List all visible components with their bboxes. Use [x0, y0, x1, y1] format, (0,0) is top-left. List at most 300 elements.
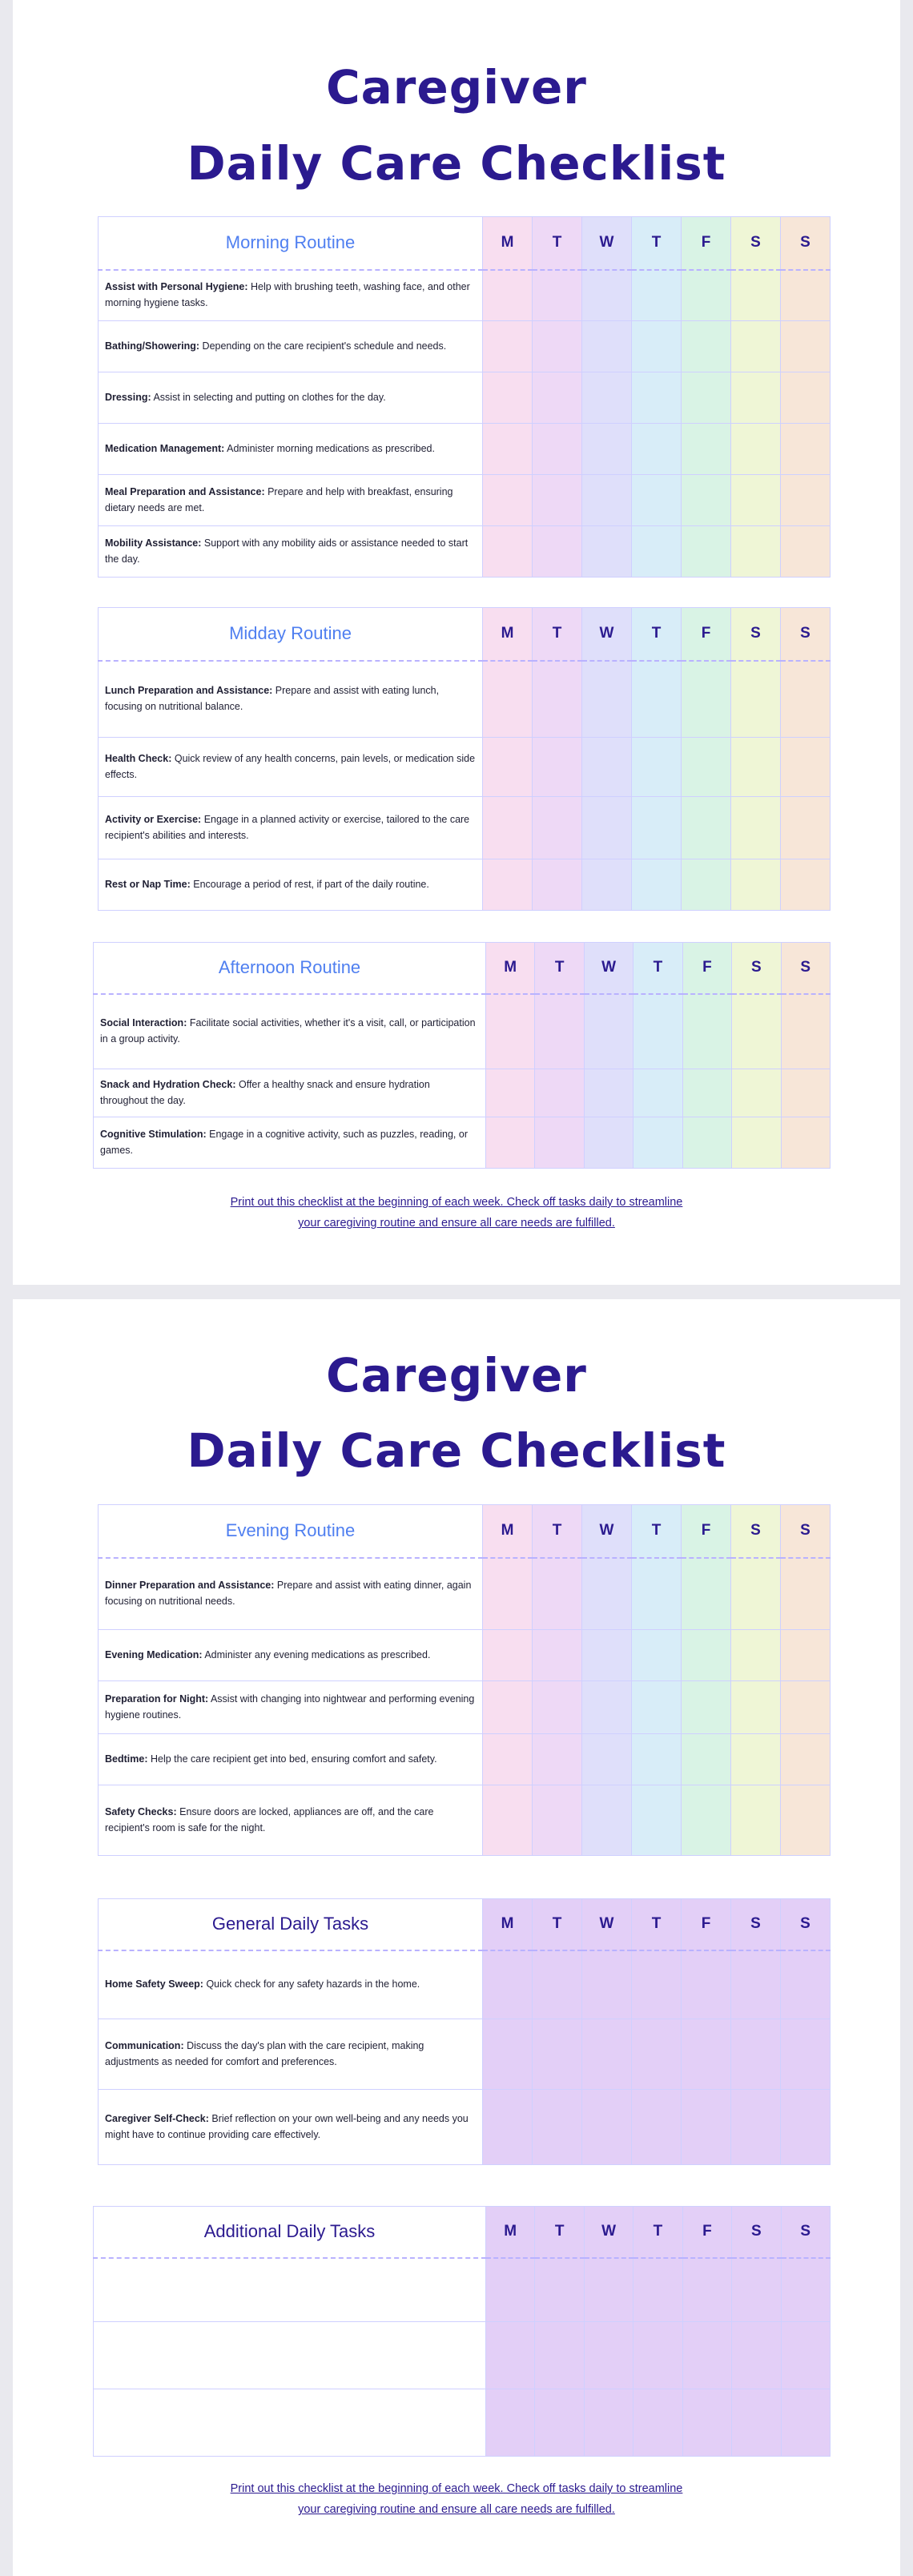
- task-row: [99, 526, 831, 578]
- task-label: Cognitive Stimulation:: [100, 1129, 207, 1141]
- check-cell[interactable]: [533, 661, 582, 738]
- day-header: S: [781, 1899, 831, 1950]
- section-title: Afternoon Routine: [94, 943, 486, 994]
- check-cell[interactable]: [781, 2322, 830, 2389]
- check-cell[interactable]: [533, 475, 582, 526]
- check-cell[interactable]: [682, 2322, 731, 2389]
- task-row: [94, 2389, 831, 2457]
- check-cell[interactable]: [781, 738, 831, 797]
- check-cell[interactable]: [533, 321, 582, 372]
- task-description: Prepare and help with breakfast, ensuring dietary needs are met.: [105, 486, 453, 513]
- check-cell[interactable]: [535, 994, 584, 1069]
- check-cell[interactable]: [633, 2389, 682, 2457]
- task-description: Prepare and assist with eating lunch, focusing on nutritional balance.: [105, 685, 440, 712]
- footer-line-2: your caregiving routine and ensure all care needs are fulfilled.: [298, 2503, 615, 2517]
- day-header: T: [535, 2207, 584, 2258]
- check-cell[interactable]: [682, 859, 731, 911]
- check-cell[interactable]: [486, 2322, 535, 2389]
- check-cell[interactable]: [483, 661, 533, 738]
- check-cell[interactable]: [483, 270, 533, 321]
- task-label: Mobility Assistance:: [105, 537, 202, 549]
- task-text: [99, 1950, 483, 2019]
- task-description: Assist in selecting and putting on clothes for the day.: [153, 391, 386, 403]
- day-header: T: [535, 943, 584, 994]
- task-row: [94, 2258, 831, 2322]
- task-label: Health Check:: [105, 753, 172, 765]
- task-label: Snack and Hydration Check:: [100, 1079, 236, 1091]
- check-cell[interactable]: [731, 424, 781, 475]
- check-cell[interactable]: [781, 2258, 830, 2322]
- task-text: [99, 372, 483, 424]
- check-cell[interactable]: [533, 1558, 582, 1630]
- footer-line-2: your caregiving routine and ensure all care needs are fulfilled.: [298, 1217, 615, 1230]
- check-cell[interactable]: [582, 372, 632, 424]
- check-cell[interactable]: [582, 321, 632, 372]
- checklist-page-2: [13, 1299, 900, 2576]
- check-cell[interactable]: [582, 526, 632, 578]
- check-cell[interactable]: [584, 2322, 633, 2389]
- section-title: Midday Routine: [99, 608, 483, 661]
- check-cell[interactable]: [533, 859, 582, 911]
- check-cell[interactable]: [682, 1950, 731, 2019]
- task-description: Assist with changing into nightwear and performing evening hygiene routines.: [105, 1693, 475, 1721]
- check-cell[interactable]: [533, 1734, 582, 1785]
- check-cell[interactable]: [632, 1558, 682, 1630]
- check-cell[interactable]: [582, 1630, 632, 1681]
- check-cell[interactable]: [584, 1069, 633, 1117]
- task-description: Help the care recipient get into bed, ensuring comfort and safety.: [150, 1753, 437, 1765]
- task-text: [99, 2090, 483, 2165]
- check-cell[interactable]: [632, 526, 682, 578]
- check-cell[interactable]: [682, 1734, 731, 1785]
- check-cell[interactable]: [533, 1785, 582, 1856]
- check-cell[interactable]: [582, 859, 632, 911]
- day-header: W: [584, 2207, 633, 2258]
- check-cell[interactable]: [682, 797, 731, 859]
- check-cell[interactable]: [483, 2090, 533, 2165]
- check-cell[interactable]: [533, 270, 582, 321]
- day-header: M: [483, 217, 533, 270]
- check-cell[interactable]: [682, 1785, 731, 1856]
- check-cell[interactable]: [582, 270, 632, 321]
- check-cell[interactable]: [533, 797, 582, 859]
- task-label: Preparation for Night:: [105, 1693, 209, 1705]
- day-header: W: [582, 1899, 632, 1950]
- checklist-page-1: [13, 0, 900, 1285]
- afternoon-routine-table: [93, 942, 831, 1169]
- check-cell[interactable]: [632, 738, 682, 797]
- task-row: [99, 1681, 831, 1734]
- check-cell[interactable]: [533, 372, 582, 424]
- check-cell[interactable]: [486, 1069, 535, 1117]
- day-header: W: [584, 943, 633, 994]
- check-cell[interactable]: [781, 1785, 831, 1856]
- task-row: [99, 2090, 831, 2165]
- check-cell[interactable]: [682, 1630, 731, 1681]
- check-cell[interactable]: [535, 1117, 584, 1169]
- check-cell[interactable]: [483, 1785, 533, 1856]
- check-cell[interactable]: [781, 2019, 831, 2090]
- task-row: [99, 1950, 831, 2019]
- check-cell[interactable]: [732, 994, 781, 1069]
- check-cell[interactable]: [483, 475, 533, 526]
- check-cell[interactable]: [483, 859, 533, 911]
- task-row: [99, 797, 831, 859]
- check-cell[interactable]: [633, 994, 682, 1069]
- check-cell[interactable]: [781, 475, 831, 526]
- check-cell[interactable]: [584, 1117, 633, 1169]
- day-header: T: [533, 1899, 582, 1950]
- check-cell[interactable]: [584, 994, 633, 1069]
- day-header: F: [682, 2207, 731, 2258]
- task-label: Caregiver Self-Check:: [105, 2113, 209, 2125]
- day-header: W: [582, 1505, 632, 1558]
- task-label: Assist with Personal Hygiene:: [105, 281, 248, 293]
- check-cell[interactable]: [731, 372, 781, 424]
- task-description: Brief reflection on your own well-being and any needs you might have to continue providing care effectively.: [105, 2113, 469, 2140]
- task-text: [94, 1117, 486, 1169]
- check-cell[interactable]: [682, 1681, 731, 1734]
- check-cell[interactable]: [781, 321, 831, 372]
- midday-routine-table: [98, 607, 831, 911]
- check-cell[interactable]: [483, 1630, 533, 1681]
- check-cell[interactable]: [732, 2258, 781, 2322]
- task-description: Facilitate social activities, whether it's a visit, call, or participation in a group activity.: [100, 1017, 476, 1044]
- task-description: Engage in a cognitive activity, such as puzzles, reading, or games.: [100, 1129, 468, 1156]
- title-line-2: Daily Care Checklist: [187, 1423, 726, 1478]
- task-description: Quick review of any health concerns, pain levels, or medication side effects.: [105, 753, 476, 780]
- check-cell[interactable]: [533, 738, 582, 797]
- check-cell[interactable]: [781, 372, 831, 424]
- check-cell[interactable]: [682, 475, 731, 526]
- check-cell[interactable]: [483, 372, 533, 424]
- task-label: Bathing/Showering:: [105, 340, 200, 352]
- task-label: Medication Management:: [105, 442, 225, 454]
- task-description: Help with brushing teeth, washing face, and other morning hygiene tasks.: [105, 281, 470, 308]
- task-row: [94, 1117, 831, 1169]
- day-header: F: [682, 1899, 731, 1950]
- day-header: T: [533, 608, 582, 661]
- check-cell[interactable]: [483, 1734, 533, 1785]
- title-line-1: Caregiver: [326, 1348, 587, 1403]
- footer-line-1: Print out this checklist at the beginning of each week. Check off tasks daily to streamline: [230, 1196, 683, 1209]
- check-cell[interactable]: [486, 2389, 535, 2457]
- day-header: M: [486, 2207, 535, 2258]
- check-cell[interactable]: [731, 2019, 781, 2090]
- check-cell[interactable]: [632, 797, 682, 859]
- check-cell[interactable]: [682, 994, 731, 1069]
- day-header: T: [633, 2207, 682, 2258]
- check-cell[interactable]: [535, 2389, 584, 2457]
- check-cell[interactable]: [533, 526, 582, 578]
- task-text: [99, 1785, 483, 1856]
- check-cell[interactable]: [781, 797, 831, 859]
- day-header: S: [781, 1505, 831, 1558]
- task-text: [99, 321, 483, 372]
- check-cell[interactable]: [781, 424, 831, 475]
- check-cell[interactable]: [781, 1630, 831, 1681]
- check-cell[interactable]: [731, 1734, 781, 1785]
- check-cell[interactable]: [632, 372, 682, 424]
- section-title: Morning Routine: [99, 217, 483, 270]
- task-row: [99, 1734, 831, 1785]
- task-row: [99, 859, 831, 911]
- check-cell[interactable]: [483, 526, 533, 578]
- check-cell[interactable]: [582, 661, 632, 738]
- check-cell[interactable]: [731, 797, 781, 859]
- task-text: [99, 1558, 483, 1630]
- additional-daily-tasks-table: [93, 2206, 831, 2457]
- task-row: [99, 661, 831, 738]
- day-header: S: [731, 217, 781, 270]
- day-header: F: [682, 608, 731, 661]
- check-cell[interactable]: [781, 270, 831, 321]
- check-cell[interactable]: [535, 2322, 584, 2389]
- check-cell[interactable]: [632, 424, 682, 475]
- check-cell[interactable]: [584, 2258, 633, 2322]
- check-cell[interactable]: [533, 424, 582, 475]
- task-label: Activity or Exercise:: [105, 814, 202, 826]
- check-cell[interactable]: [535, 2258, 584, 2322]
- check-cell[interactable]: [533, 2019, 582, 2090]
- day-header: T: [533, 1505, 582, 1558]
- check-cell[interactable]: [732, 1069, 781, 1117]
- check-cell[interactable]: [632, 1681, 682, 1734]
- check-cell[interactable]: [731, 1681, 781, 1734]
- day-header: M: [483, 1505, 533, 1558]
- section-title: Additional Daily Tasks: [94, 2207, 486, 2258]
- check-cell[interactable]: [731, 1785, 781, 1856]
- check-cell[interactable]: [486, 1117, 535, 1169]
- check-cell[interactable]: [731, 1950, 781, 2019]
- title-line-1: Caregiver: [326, 60, 587, 115]
- check-cell[interactable]: [682, 1558, 731, 1630]
- check-cell[interactable]: [732, 1117, 781, 1169]
- check-cell[interactable]: [582, 424, 632, 475]
- check-cell[interactable]: [731, 526, 781, 578]
- check-cell[interactable]: [682, 2019, 731, 2090]
- check-cell[interactable]: [633, 1117, 682, 1169]
- task-label: Evening Medication:: [105, 1648, 203, 1660]
- check-cell[interactable]: [781, 1734, 831, 1785]
- check-cell[interactable]: [682, 2389, 731, 2457]
- check-cell[interactable]: [632, 475, 682, 526]
- task-text: [99, 661, 483, 738]
- check-cell[interactable]: [731, 1630, 781, 1681]
- general-daily-tasks-table: [98, 1898, 831, 2165]
- check-cell[interactable]: [632, 2090, 682, 2165]
- check-cell[interactable]: [582, 1785, 632, 1856]
- task-label: Meal Preparation and Assistance:: [105, 486, 265, 498]
- task-description: Discuss the day's plan with the care recipient, making adjustments as needed for comfort and preferences.: [105, 2040, 424, 2067]
- check-cell[interactable]: [682, 738, 731, 797]
- check-cell[interactable]: [533, 2090, 582, 2165]
- check-cell[interactable]: [732, 2322, 781, 2389]
- check-cell[interactable]: [632, 1734, 682, 1785]
- task-text: [99, 2019, 483, 2090]
- task-row: [94, 1069, 831, 1117]
- task-text: [99, 475, 483, 526]
- task-text: [99, 1681, 483, 1734]
- check-cell[interactable]: [633, 1069, 682, 1117]
- check-cell[interactable]: [582, 2019, 632, 2090]
- check-cell[interactable]: [682, 321, 731, 372]
- task-row: [99, 738, 831, 797]
- day-header: S: [731, 608, 781, 661]
- day-header: T: [633, 943, 682, 994]
- task-text: [99, 1734, 483, 1785]
- check-cell[interactable]: [731, 475, 781, 526]
- day-header: T: [533, 217, 582, 270]
- check-cell[interactable]: [632, 2019, 682, 2090]
- check-cell[interactable]: [781, 2389, 830, 2457]
- check-cell[interactable]: [781, 1558, 831, 1630]
- check-cell[interactable]: [483, 2019, 533, 2090]
- day-header: S: [732, 2207, 781, 2258]
- check-cell[interactable]: [731, 859, 781, 911]
- check-cell[interactable]: [781, 1117, 830, 1169]
- check-cell[interactable]: [781, 1681, 831, 1734]
- evening-routine-table: [98, 1504, 831, 1856]
- day-header: M: [486, 943, 535, 994]
- task-row: [94, 994, 831, 1069]
- check-cell[interactable]: [486, 2258, 535, 2322]
- task-text: [94, 1069, 486, 1117]
- task-text: [99, 738, 483, 797]
- morning-routine-table: [98, 216, 831, 578]
- check-cell[interactable]: [535, 1069, 584, 1117]
- day-header: M: [483, 608, 533, 661]
- task-row: [99, 270, 831, 321]
- check-cell[interactable]: [682, 1069, 731, 1117]
- check-cell[interactable]: [582, 475, 632, 526]
- check-cell[interactable]: [633, 2258, 682, 2322]
- check-cell[interactable]: [582, 1558, 632, 1630]
- task-row: [99, 424, 831, 475]
- check-cell[interactable]: [731, 270, 781, 321]
- check-cell[interactable]: [632, 270, 682, 321]
- footer-line-1: Print out this checklist at the beginning of each week. Check off tasks daily to streamline: [230, 2482, 683, 2495]
- check-cell[interactable]: [582, 1681, 632, 1734]
- day-header: T: [632, 217, 682, 270]
- day-header: S: [781, 943, 830, 994]
- task-description: Administer morning medications as prescribed.: [227, 442, 435, 454]
- check-cell[interactable]: [731, 738, 781, 797]
- task-text: [99, 859, 483, 911]
- day-header: F: [682, 943, 731, 994]
- check-cell[interactable]: [781, 2090, 831, 2165]
- check-cell[interactable]: [582, 797, 632, 859]
- check-cell[interactable]: [682, 372, 731, 424]
- footer-note: [13, 1192, 900, 1234]
- check-cell[interactable]: [682, 1117, 731, 1169]
- check-cell[interactable]: [781, 859, 831, 911]
- check-cell[interactable]: [731, 661, 781, 738]
- task-text: [99, 526, 483, 578]
- check-cell[interactable]: [781, 526, 831, 578]
- task-description: Offer a healthy snack and ensure hydration throughout the day.: [100, 1079, 430, 1106]
- day-header: S: [781, 217, 831, 270]
- task-text: [99, 270, 483, 321]
- check-cell[interactable]: [483, 1950, 533, 2019]
- check-cell[interactable]: [682, 270, 731, 321]
- task-label: Lunch Preparation and Assistance:: [105, 685, 273, 697]
- task-label: Safety Checks:: [105, 1806, 177, 1818]
- check-cell[interactable]: [483, 1558, 533, 1630]
- check-cell[interactable]: [486, 994, 535, 1069]
- day-header: M: [483, 1899, 533, 1950]
- footer-note: [13, 2478, 900, 2520]
- check-cell[interactable]: [731, 2090, 781, 2165]
- task-description: Encourage a period of rest, if part of the daily routine.: [193, 878, 429, 890]
- check-cell[interactable]: [731, 1558, 781, 1630]
- check-cell[interactable]: [632, 1950, 682, 2019]
- day-header: S: [781, 2207, 830, 2258]
- check-cell[interactable]: [582, 1734, 632, 1785]
- check-cell[interactable]: [533, 1681, 582, 1734]
- task-description: Quick check for any safety hazards in the home.: [206, 1978, 420, 1990]
- check-cell[interactable]: [731, 321, 781, 372]
- day-header: T: [632, 1899, 682, 1950]
- day-header: S: [731, 1505, 781, 1558]
- day-header: S: [731, 1899, 781, 1950]
- check-cell[interactable]: [584, 2389, 633, 2457]
- day-header: F: [682, 1505, 731, 1558]
- check-cell[interactable]: [682, 526, 731, 578]
- check-cell[interactable]: [632, 321, 682, 372]
- check-cell[interactable]: [682, 2090, 731, 2165]
- check-cell[interactable]: [483, 424, 533, 475]
- task-label: Home Safety Sweep:: [105, 1978, 203, 1990]
- check-cell[interactable]: [483, 1681, 533, 1734]
- day-header: F: [682, 217, 731, 270]
- task-label: Dinner Preparation and Assistance:: [105, 1580, 275, 1592]
- day-header: T: [632, 608, 682, 661]
- task-label: Social Interaction:: [100, 1017, 187, 1029]
- check-cell[interactable]: [483, 797, 533, 859]
- check-cell[interactable]: [781, 994, 830, 1069]
- check-cell[interactable]: [682, 661, 731, 738]
- task-text: [99, 1630, 483, 1681]
- check-cell[interactable]: [781, 1950, 831, 2019]
- check-cell[interactable]: [533, 1950, 582, 2019]
- check-cell[interactable]: [582, 1950, 632, 2019]
- check-cell[interactable]: [632, 661, 682, 738]
- task-row: [99, 2019, 831, 2090]
- task-row: [94, 2322, 831, 2389]
- check-cell[interactable]: [483, 738, 533, 797]
- task-description: Prepare and assist with eating dinner, again focusing on nutritional needs.: [105, 1580, 472, 1607]
- section-title: General Daily Tasks: [99, 1899, 483, 1950]
- check-cell[interactable]: [632, 1785, 682, 1856]
- task-description: Engage in a planned activity or exercise, tailored to the care recipient's abilities and interests.: [105, 814, 470, 841]
- check-cell[interactable]: [582, 738, 632, 797]
- check-cell[interactable]: [533, 1630, 582, 1681]
- check-cell[interactable]: [632, 859, 682, 911]
- check-cell[interactable]: [682, 2258, 731, 2322]
- task-text: [94, 2258, 486, 2322]
- check-cell[interactable]: [633, 2322, 682, 2389]
- title-line-2: Daily Care Checklist: [187, 136, 726, 191]
- check-cell[interactable]: [682, 424, 731, 475]
- check-cell[interactable]: [483, 321, 533, 372]
- check-cell[interactable]: [781, 661, 831, 738]
- check-cell[interactable]: [632, 1630, 682, 1681]
- check-cell[interactable]: [732, 2389, 781, 2457]
- task-label: Communication:: [105, 2040, 184, 2052]
- check-cell[interactable]: [582, 2090, 632, 2165]
- check-cell[interactable]: [781, 1069, 830, 1117]
